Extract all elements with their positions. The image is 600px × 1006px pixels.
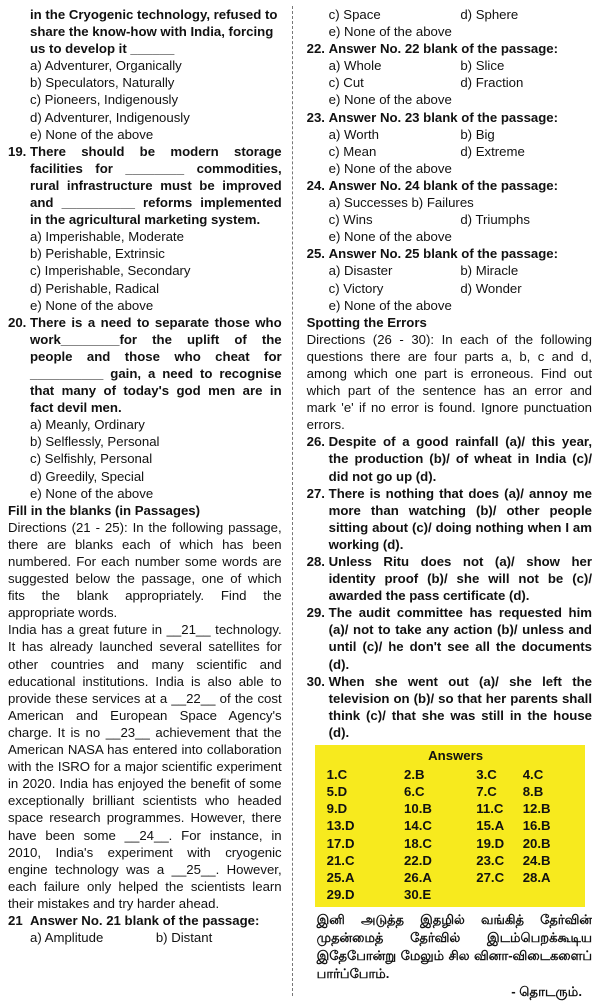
question-text: Answer No. 22 blank of the passage: xyxy=(328,41,559,57)
question-23 xyxy=(307,109,592,126)
q21-options xyxy=(8,929,282,946)
answer: 20.B xyxy=(522,835,551,851)
answer: 3.C xyxy=(476,767,497,783)
question-30 xyxy=(307,673,592,741)
question-text: There is a need to separate those who work________for the uplift of the people and those who cheat for __________ gain, a need to recognise that many of today's god men are in fact devil men. xyxy=(30,314,282,416)
answer: 14.C xyxy=(404,818,432,834)
option: a) Successes b) Failures xyxy=(328,195,474,211)
option: e) None of the above xyxy=(30,126,154,142)
option: d) Extreme xyxy=(460,143,525,159)
question-26 xyxy=(307,433,592,484)
answer-row xyxy=(327,766,585,783)
section-heading-spotting-errors: Spotting the Errors xyxy=(306,314,427,330)
option: e) None of the above xyxy=(328,229,452,245)
q20-options xyxy=(8,416,282,501)
option: a) Worth xyxy=(328,126,379,142)
option-row xyxy=(307,6,592,23)
option: b) Selflessly, Personal xyxy=(30,434,160,450)
question-24 xyxy=(307,177,592,194)
question-number: 29. xyxy=(306,605,325,621)
tamil-note: இனி அடுத்த இதழில் வங்கித் தேர்வின் முதன்மைத் தேர்வில் இடம்பெறக்கூடிய இதேபோன்று மேலும் சில வினா-விடைகளைப் பார்ப்போம். xyxy=(316,911,592,981)
question-text: Despite of a good rainfall (a)/ this year, the production (b)/ of wheat in India (c)/ did not go up (d). xyxy=(328,434,592,484)
answer: 2.B xyxy=(404,767,425,783)
answer: 7.C xyxy=(476,784,497,800)
option: a) Whole xyxy=(328,58,382,74)
question-text: Answer No. 23 blank of the passage: xyxy=(328,109,559,125)
option: e) None of the above xyxy=(328,297,452,313)
option: c) Mean xyxy=(328,143,377,159)
question-text: When she went out (a)/ she left the television on (b)/ so that her parents shall think (c)/ that she was still in the house (d). xyxy=(328,673,592,740)
answer: 25.A xyxy=(326,869,355,885)
answer: 16.B xyxy=(522,818,551,834)
q18-line: us to develop it ______ xyxy=(30,41,175,57)
answer: 27.C xyxy=(476,869,505,885)
option-row xyxy=(307,74,592,91)
question-22 xyxy=(307,40,592,57)
question-text: Answer No. 25 blank of the passage: xyxy=(328,246,559,262)
option: e) None of the above xyxy=(30,485,154,501)
question-number: 30. xyxy=(306,673,325,689)
option: d) Greedily, Special xyxy=(30,468,145,484)
answer: 15.A xyxy=(476,818,505,834)
option: e) None of the above xyxy=(328,92,452,108)
option-row xyxy=(307,280,592,297)
option: b) Big xyxy=(460,126,495,142)
to-be-continued: - தொடரும். xyxy=(511,983,582,999)
q18-line: in the Cryogenic technology, refused to xyxy=(30,7,278,22)
directions-paragraph: Directions (21 - 25): In the following passage, there are blanks each of which has been numbered. For each number some words are suggested below the passage, one of which fits the blank appropriately. Find the appropriate words. xyxy=(8,519,282,621)
answer: 18.C xyxy=(404,835,432,851)
answer: 17.D xyxy=(326,835,355,851)
question-19 xyxy=(8,143,282,228)
option: d) Wonder xyxy=(460,280,522,296)
option: c) Selfishly, Personal xyxy=(30,451,153,467)
column-divider xyxy=(292,6,293,996)
question-number: 20. xyxy=(8,314,27,330)
passage-paragraph: India has a great future in __21__ technology. It has already launched several satellites for other countries and many scientific and educational institutions. India is also able to provide these services at a __22__ of the cost American and European Space Agency's charge. It is no __23__ achievement that the American NASA has entered into collaboration with the ISRO for a major scientific experiment in 2020. India has enjoyed the benefit of some exceptionally brilliant scientists who headed space research programmes. However, there have been some __24__. For instance, in 2010, India's experiment with cryogenic engine technology was a __25__. However, each failure only helped the scientists learn their mistakes and try harder ahead. xyxy=(8,622,282,911)
answer: 10.B xyxy=(404,801,432,817)
answer: 5.D xyxy=(326,784,348,800)
answer: 29.D xyxy=(326,886,355,902)
option-row xyxy=(307,211,592,228)
question-text: Unless Ritu does not (a)/ show her identity proof (b)/ she will not be (c)/ awarded the pass certificate (d). xyxy=(328,554,592,604)
question-text: Answer No. 21 blank of the passage: xyxy=(30,912,260,928)
q19-options xyxy=(8,228,282,313)
answer: 22.D xyxy=(404,852,432,868)
option: e) None of the above xyxy=(328,160,452,176)
option: c) Cut xyxy=(328,75,364,91)
answer: 8.B xyxy=(522,784,544,800)
option-row xyxy=(307,143,592,160)
answer: 30.E xyxy=(404,886,432,902)
option: c) Wins xyxy=(328,212,373,228)
answer-row xyxy=(327,869,585,886)
question-text: There should be modern storage facilities for ________ commodities, rural infrastructure must be improved and __________ reforms implemented in the agricultural marketing system. xyxy=(30,143,282,228)
answer: 1.C xyxy=(326,767,348,783)
answer xyxy=(523,886,588,903)
option: a) Disaster xyxy=(328,263,393,279)
answer: 24.B xyxy=(522,852,551,868)
option: c) Pioneers, Indigenously xyxy=(30,92,179,108)
answer: 13.D xyxy=(326,818,355,834)
option-row xyxy=(307,126,592,143)
option: d) Perishable, Radical xyxy=(30,280,160,296)
answer: 28.A xyxy=(522,869,551,885)
answer-row xyxy=(327,783,585,800)
answer-row xyxy=(327,886,585,903)
answer xyxy=(476,886,522,903)
question-number: 26. xyxy=(306,434,325,450)
answer: 6.C xyxy=(404,784,425,800)
option: a) Amplitude xyxy=(30,930,104,946)
option: a) Imperishable, Moderate xyxy=(30,229,184,245)
answer: 12.B xyxy=(522,801,551,817)
question-number: 21 xyxy=(8,912,23,928)
answers-box xyxy=(315,745,585,907)
answer: 26.A xyxy=(404,869,432,885)
question-text: There is nothing that does (a)/ annoy me more than watching (b)/ other people sitting about (c)/ doing nothing when I am working (d). xyxy=(328,485,592,552)
answer-row xyxy=(327,817,585,834)
option: b) Distant xyxy=(155,930,213,946)
option: c) Imperishable, Secondary xyxy=(30,263,191,279)
question-number: 22. xyxy=(306,41,325,57)
q18-line: share the know-how with India, forcing xyxy=(30,24,274,40)
q18-continuation xyxy=(8,6,282,57)
answer: 19.D xyxy=(476,835,505,851)
answer-row xyxy=(327,835,585,852)
question-number: 24. xyxy=(306,177,325,193)
question-27 xyxy=(307,485,592,553)
option: b) Slice xyxy=(460,58,505,74)
answer-row xyxy=(327,852,585,869)
section-heading-fill-blanks: Fill in the blanks (in Passages) xyxy=(8,502,201,518)
answers-title: Answers xyxy=(428,748,484,764)
q18-options xyxy=(8,57,282,142)
question-number: 23. xyxy=(306,109,325,125)
question-number: 28. xyxy=(306,554,325,569)
answer: 23.C xyxy=(476,852,505,868)
answer-row xyxy=(327,800,585,817)
option: a) Meanly, Ordinary xyxy=(30,417,145,433)
answer: 9.D xyxy=(326,801,348,817)
option: c) Space xyxy=(328,7,381,22)
left-column xyxy=(8,6,286,1006)
option-row xyxy=(307,57,592,74)
option: d) Fraction xyxy=(460,75,524,91)
right-column xyxy=(299,6,592,1006)
option: c) Victory xyxy=(328,280,384,296)
option: e) None of the above xyxy=(30,297,154,313)
question-21 xyxy=(8,912,282,929)
option: b) Miracle xyxy=(460,263,519,279)
question-20 xyxy=(8,314,282,417)
question-number: 19. xyxy=(8,143,27,159)
option: b) Perishable, Extrinsic xyxy=(30,246,165,262)
question-text: Answer No. 24 blank of the passage: xyxy=(328,177,559,193)
answer: 11.C xyxy=(476,801,504,817)
answer: 4.C xyxy=(522,767,544,783)
question-25 xyxy=(307,245,592,262)
question-29 xyxy=(307,604,592,672)
option: d) Triumphs xyxy=(460,212,530,228)
spot-directions-paragraph: Directions (26 - 30): In each of the following questions there are four parts a, b, c and d, among which one part is erroneous. Find out which part of the sentence has an error and mark 'e' if no error is found. Ignore punctuation errors. xyxy=(306,331,592,433)
option-row xyxy=(307,262,592,279)
option: d) Sphere xyxy=(460,7,519,22)
question-28 xyxy=(307,553,592,604)
option: b) Speculators, Naturally xyxy=(30,75,175,91)
answer: 21.C xyxy=(326,852,355,868)
option: e) None of the above xyxy=(328,24,452,40)
question-number: 25. xyxy=(306,246,325,262)
option: a) Adventurer, Organically xyxy=(30,58,182,74)
option: d) Adventurer, Indigenously xyxy=(30,109,190,125)
question-text: The audit committee has requested him (a)/ not to take any action (b)/ unless and until (c)/ he don't see all the documents (d). xyxy=(328,605,592,672)
question-number: 27. xyxy=(306,485,325,501)
